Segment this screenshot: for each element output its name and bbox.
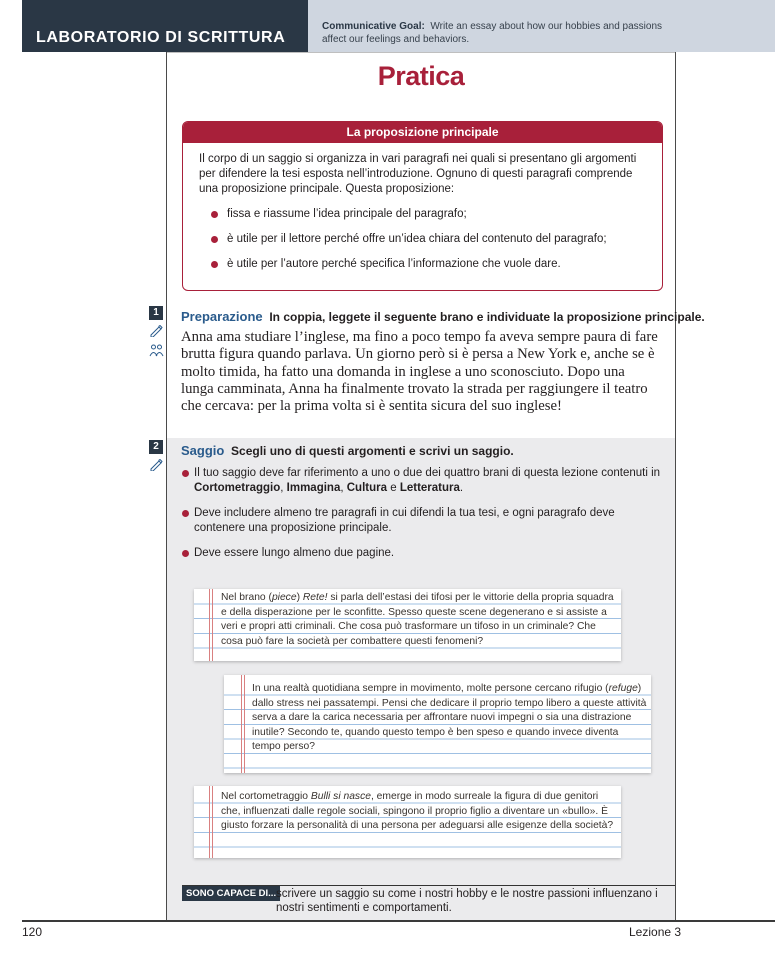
- list-item: Deve includere almeno tre paragrafi in cui difendi la tua tesi, e ogni paragrafo deve contenere una proposizione principale.: [182, 506, 662, 536]
- communicative-goal: [322, 20, 667, 46]
- lesson-section-name: Letteratura: [399, 482, 460, 494]
- topic-text: [221, 790, 616, 834]
- text-run: ) dallo stress nei passatempi. Pensi che dedicare il proprio tempo libero a queste attività serva a dare la carica necessaria per affrontare nuovi impegni o sia una distrazione inutile? Secondo te, quando questo tempo è ben speso e quando invece diventa tempo perso?: [252, 683, 647, 753]
- principal-clause-box: [182, 121, 663, 291]
- page-title: Pratica: [377, 61, 465, 91]
- conjunction: e: [390, 482, 397, 494]
- reading-passage: Anna ama studiare l’inglese, ma fino a poco tempo fa aveva sempre paura di fare brutta figura quando parlava. Un giorno però si è persa a New York e, anche se è molto timida, ha fatto una domanda in inglese a uno sconosciuto. Dopo una lunga camminata, Anna ha finalmente trovato la strada per raggiungere il teatro che cercava: per la prima volta si è sentita sicura del suo inglese!: [181, 329, 658, 415]
- footer-rule: [22, 920, 775, 922]
- topic-card-2: [224, 675, 651, 773]
- can-do-statement: scrivere un saggio su come i nostri hobby e le nostre passioni influenzano i nostri sentimenti e comportamenti.: [276, 888, 658, 914]
- topic-card-3: [194, 786, 621, 858]
- requirement-text: Il tuo saggio deve far riferimento a uno o due dei quattro brani di questa lezione contenuti in: [194, 467, 661, 479]
- text-run: ): [296, 592, 303, 603]
- box-bullet-list: [183, 207, 662, 272]
- essay-requirements-list: [182, 466, 662, 571]
- list-item: Deve essere lungo almeno due pagine.: [182, 546, 662, 561]
- activity-1-heading: [181, 309, 705, 324]
- section-title: LABORATORIO DI SCRITTURA: [36, 29, 286, 46]
- topic-text: [221, 591, 616, 649]
- activity-instruction: In coppia, leggete il seguente brano e individuate la proposizione principale.: [269, 310, 705, 324]
- period: .: [459, 482, 464, 494]
- text-run: Nel brano (: [221, 592, 272, 603]
- topic-card-1: [194, 589, 621, 661]
- list-item: [182, 466, 662, 496]
- text-run: piece: [271, 592, 297, 603]
- lesson-section-name: Cultura: [346, 482, 387, 494]
- box-title: La proposizione principale: [183, 122, 662, 143]
- text-run: In una realtà quotidiana sempre in movimento, molte persone cercano rifugio (: [252, 683, 609, 694]
- activity-2-heading: [181, 443, 514, 458]
- separator: ,: [280, 482, 284, 494]
- activity-number-2: 2: [149, 440, 163, 454]
- lesson-label: Lezione 3: [629, 925, 682, 939]
- can-do-label: SONO CAPACE DI...: [182, 886, 280, 901]
- list-item: è utile per il lettore perché offre un’idea chiara del contenuto del paragrafo;: [211, 232, 662, 247]
- frame-divider-top: [166, 52, 676, 53]
- activity-instruction: Scegli uno di questi argomenti e scrivi un saggio.: [231, 444, 514, 458]
- lesson-section-name: Cortometraggio: [194, 482, 281, 494]
- topic-text: [252, 682, 647, 755]
- lesson-section-name: Immagina: [286, 482, 341, 494]
- text-run: refuge: [608, 683, 638, 694]
- separator: ,: [340, 482, 344, 494]
- pair-work-icon: [149, 344, 164, 357]
- page-number: 120: [22, 925, 43, 939]
- goal-label: Communicative Goal:: [322, 21, 425, 32]
- pencil-icon: [150, 459, 163, 471]
- frame-divider-right: [675, 52, 676, 920]
- margin-line: [212, 786, 213, 858]
- pencil-icon: [150, 325, 163, 337]
- margin-line: [244, 675, 245, 773]
- margin-line: [209, 786, 210, 858]
- goal-text: Write an essay about how our hobbies and passions affect our feelings and behaviors.: [322, 21, 663, 45]
- text-run: , emerge in modo surreale la figura di due genitori che, influenzati dalle regole sociali, spingono il proprio figlio a diventare un «bullo». È giusto forzare la personalità di una persona per adeguarsi alle esigenze della società?: [221, 791, 614, 832]
- list-item: fissa e riassume l’idea principale del paragrafo;: [211, 207, 662, 222]
- frame-divider-left: [166, 52, 167, 920]
- margin-line: [241, 675, 242, 773]
- list-item: è utile per l’autore perché specifica l’informazione che vuole dare.: [211, 257, 662, 272]
- margin-line: [212, 589, 213, 661]
- activity-keyword: Preparazione: [181, 309, 263, 324]
- text-run: Nel cortometraggio: [221, 791, 311, 802]
- text-run: Rete!: [302, 592, 328, 603]
- box-intro: Il corpo di un saggio si organizza in vari paragrafi nei quali si presentano gli argomenti per difendere la tesi esposta nell’introduzione. Ognuno di questi paragrafi comprende una proposizione principale. Questa proposizione:: [199, 153, 637, 195]
- text-run: Bulli si nasce: [310, 791, 371, 802]
- margin-line: [209, 589, 210, 661]
- activity-keyword: Saggio: [181, 443, 225, 458]
- text-run: si parla dell’estasi dei tifosi per le vittorie della propria squadra e della disperazione per le sconfitte. Spesso queste scene degenerano e si assiste a veri e propri atti criminali. Che cosa può trasformare un tifoso in un criminale? Che cosa può fare la società per combattere questi fenomeni?: [221, 592, 614, 647]
- activity-number-1: 1: [149, 306, 163, 320]
